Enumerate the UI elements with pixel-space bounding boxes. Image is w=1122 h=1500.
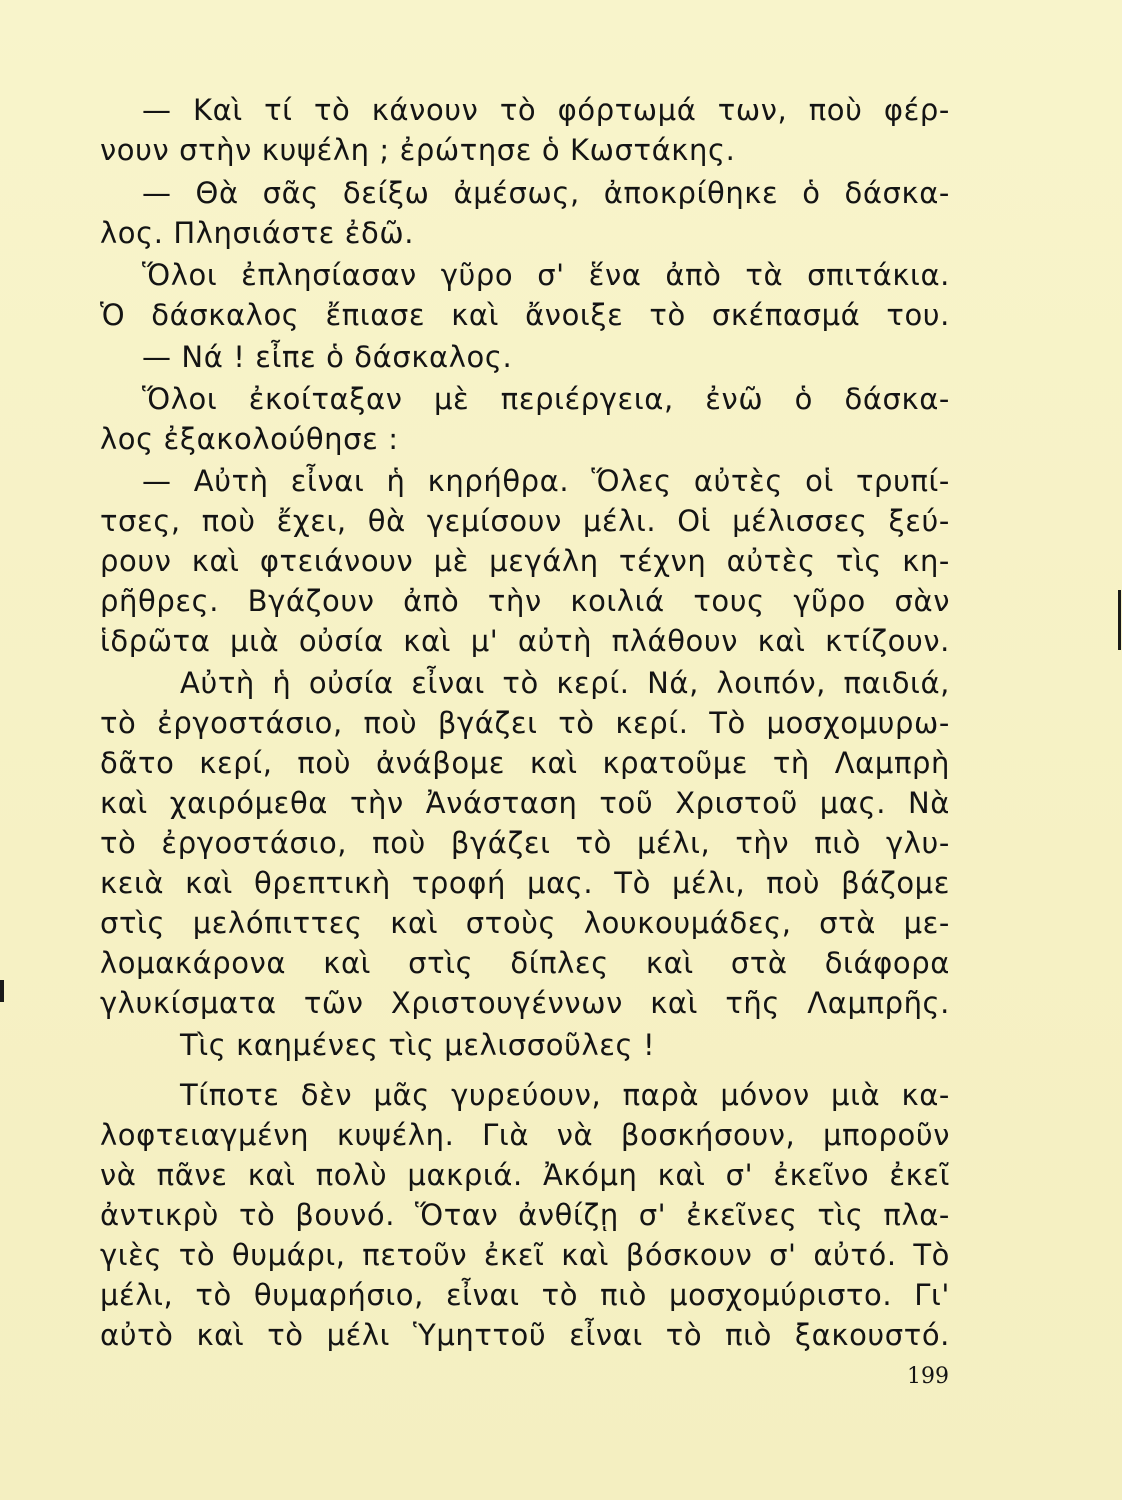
text-line: λος ἐξακολούθησε : [100,422,399,456]
text-line: Ὅλοι ἐκοίταξαν μὲ περιέργεια, ἐνῶ ὁ δάσκα- [142,382,950,416]
text-line: ρῆθρες. Βγάζουν ἀπὸ τὴν κοιλιά τους γῦρο σὰν [100,584,950,618]
text-line: ἱδρῶτα μιὰ οὐσία καὶ μ' αὐτὴ πλάθουν καὶ κτίζουν. [100,624,950,658]
text-line: στὶς μελόπιττες καὶ στοὺς λουκουμάδες, στὰ με- [100,906,950,940]
text-line: καὶ χαιρόμεθα τὴν Ἀνάσταση τοῦ Χριστοῦ μας. Νὰ [100,786,950,820]
text-line: αὐτὸ καὶ τὸ μέλι Ὑμηττοῦ εἶναι τὸ πιὸ ξακουστό. [100,1318,950,1352]
text-line: δᾶτο κερί, ποὺ ἀνάβομε καὶ κρατοῦμε τὴ Λαμπρὴ [100,746,950,780]
text-line: Ὁ δάσκαλος ἔπιασε καὶ ἄνοιξε τὸ σκέπασμά του. [100,298,950,332]
text-line: λοφτειαγμένη κυψέλη. Γιὰ νὰ βοσκήσουν, μποροῦν [100,1118,950,1152]
text-line: τὸ ἐργοστάσιο, ποὺ βγάζει τὸ κερί. Τὸ μοσχομυρω- [100,706,950,740]
scan-edge-mark [0,980,4,1002]
text-line: — Νά ! εἶπε ὁ δάσκαλος. [142,340,513,374]
page-number: 199 [907,1364,949,1389]
text-line: νὰ πᾶνε καὶ πολὺ μακριά. Ἀκόμη καὶ σ' ἐκεῖνο ἐκεῖ [100,1158,950,1192]
text-line: — Αὐτὴ εἶναι ἡ κηρήθρα. Ὅλες αὐτὲς οἱ τρυπί- [142,464,950,498]
text-line: Αὐτὴ ἡ οὐσία εἶναι τὸ κερί. Νά, λοιπόν, παιδιά, [180,666,950,700]
text-line: Τίποτε δὲν μᾶς γυρεύουν, παρὰ μόνον μιὰ κα- [180,1078,950,1112]
text-line: λομακάρονα καὶ στὶς δίπλες καὶ στὰ διάφορα [100,946,950,980]
text-line: ἀντικρὺ τὸ βουνό. Ὅταν ἀνθίζῃ σ' ἐκεῖνες τὶς πλα- [100,1198,950,1232]
text-line: τὸ ἐργοστάσιο, ποὺ βγάζει τὸ μέλι, τὴν πιὸ γλυ- [100,826,950,860]
text-line: μέλι, τὸ θυμαρήσιο, εἶναι τὸ πιὸ μοσχομύριστο. Γι' [100,1278,950,1312]
text-line: κειὰ καὶ θρεπτικὴ τροφή μας. Τὸ μέλι, ποὺ βάζομε [100,866,950,900]
text-line: ρουν καὶ φτειάνουν μὲ μεγάλη τέχνη αὐτὲς τὶς κη- [100,544,950,578]
text-line: — Θὰ σᾶς δείξω ἀμέσως, ἀποκρίθηκε ὁ δάσκα- [142,176,950,210]
text-line: Ὅλοι ἐπλησίασαν γῦρο σ' ἕνα ἀπὸ τὰ σπιτάκια. [142,258,950,292]
text-line: Τὶς καημένες τὶς μελισσοῦλες ! [180,1028,656,1062]
text-line: τσες, ποὺ ἔχει, θὰ γεμίσουν μέλι. Οἱ μέλισσες ξεύ- [100,504,950,538]
text-line: γλυκίσματα τῶν Χριστουγέννων καὶ τῆς Λαμπρῆς. [100,986,950,1020]
text-line: λος. Πλησιάστε ἐδῶ. [100,216,415,250]
text-line: νουν στὴν κυψέλη ; ἐρώτησε ὁ Κωστάκης. [100,133,736,167]
text-line: — Καὶ τί τὸ κάνουν τὸ φόρτωμά των, ποὺ φέρ- [142,93,950,127]
text-line: γιὲς τὸ θυμάρι, πετοῦν ἐκεῖ καὶ βόσκουν σ' αὐτό. Τὸ [100,1238,950,1272]
scan-edge-mark [1118,590,1121,650]
